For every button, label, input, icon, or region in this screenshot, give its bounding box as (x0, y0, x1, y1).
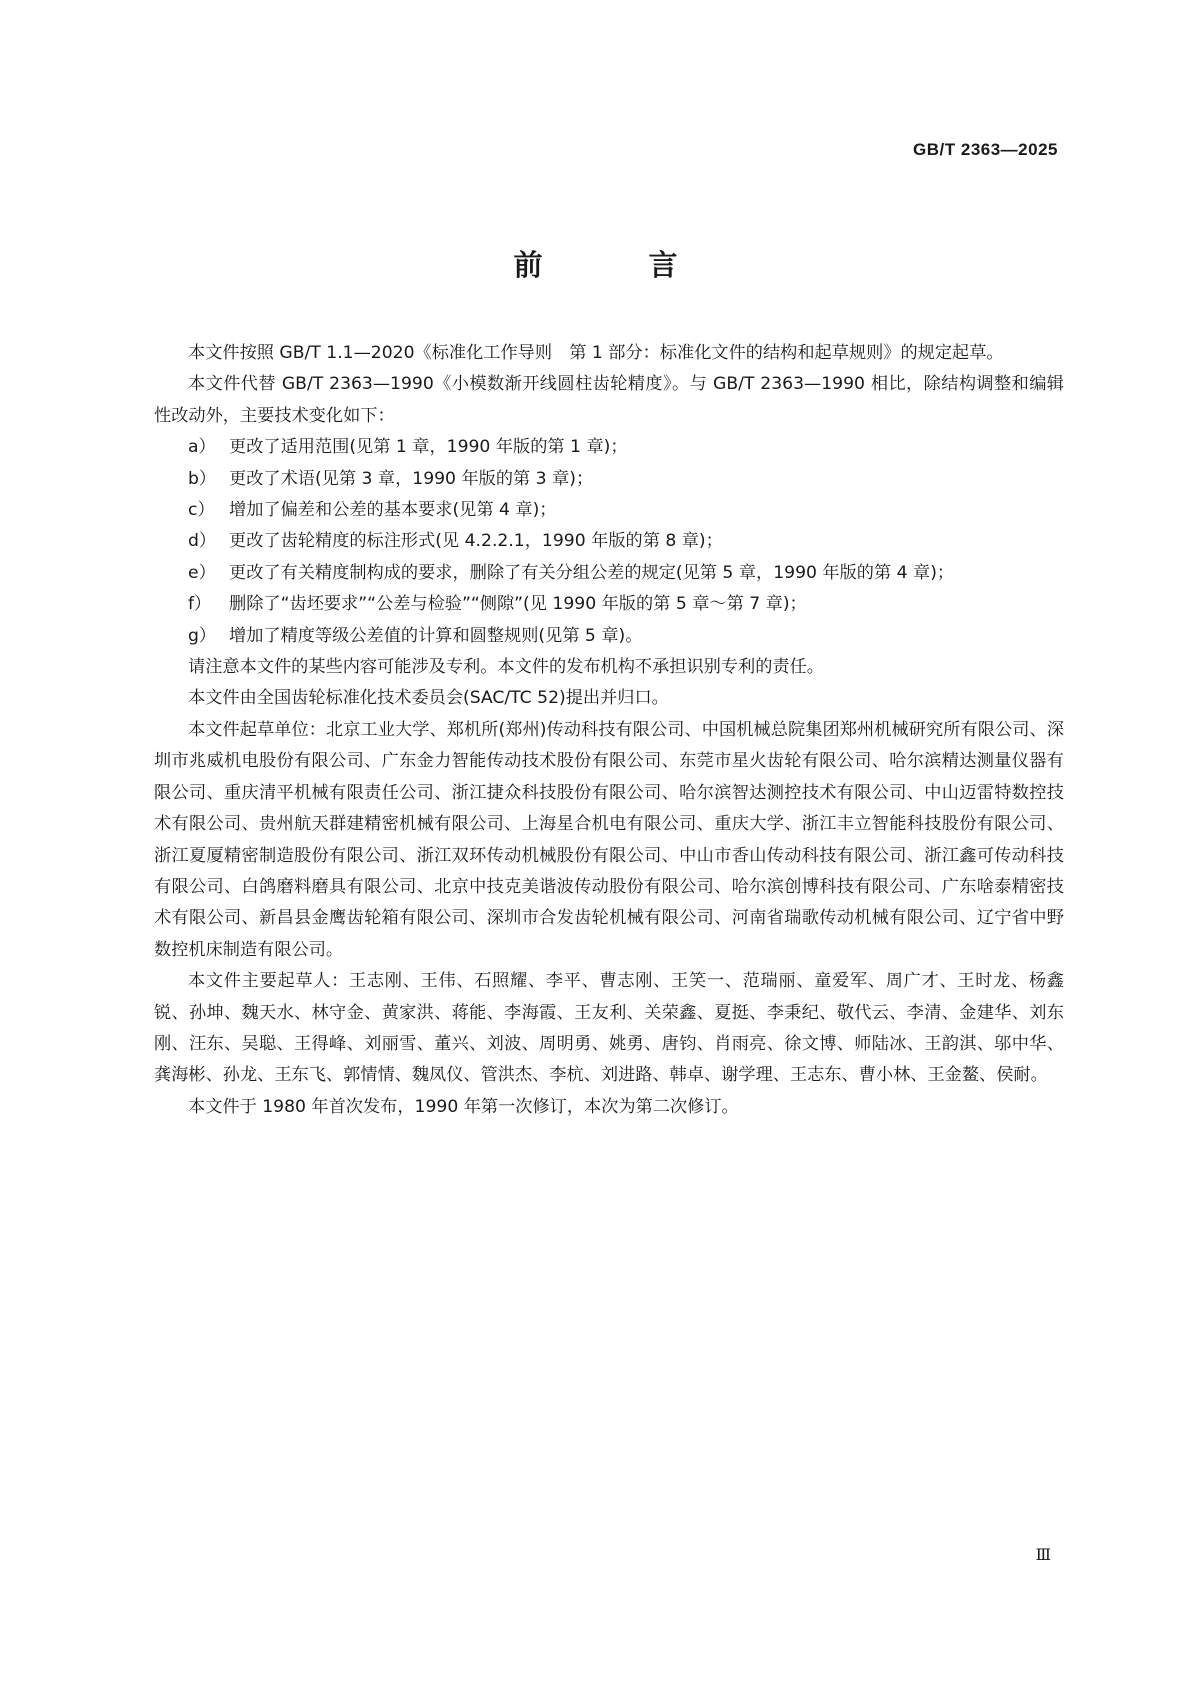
paragraph-drafting-rules: 本文件按照 GB/T 1.1—2020《标准化工作导则 第 1 部分：标准化文件的结构和起草规则》的规定起草。 (188, 343, 1004, 363)
list-item-label: c） (188, 500, 215, 521)
standard-code: GB/T 2363—2025 (913, 140, 1058, 159)
list-item-label: e） (188, 562, 216, 583)
list-item (154, 526, 1064, 557)
list-item-text: 更改了适用范围(见第 1 章，1990 年版的第 1 章)； (229, 437, 628, 458)
page-title: 前 言 (513, 248, 726, 282)
document-body (154, 338, 1064, 1123)
list-item-label: b） (188, 468, 217, 489)
list-item-text: 更改了齿轮精度的标注形式(见 4.2.2.1，1990 年版的第 8 章)； (229, 531, 723, 552)
paragraph-drafters: 本文件主要起草人：王志刚、王伟、石照耀、李平、曹志刚、王笑一、范瑞丽、童爱军、周广才、王时龙、杨鑫锐、孙坤、魏天水、林守金、黄家洪、蒋能、李海霞、王友利、关荣鑫、夏挺、李秉纪、敬代云、李清、金建华、刘东刚、汪东、吴聪、王得峰、刘丽雪、董兴、刘波、周明勇、姚勇、唐钧、肖雨亮、徐文博、师陆冰、王韵淇、邬中华、龚海彬、孙龙、王东飞、郭情情、魏凤仪、管洪杰、李杭、刘进路、韩卓、谢学理、王志东、曹小林、王金鳌、侯耐。 (154, 971, 1064, 1086)
list-item (154, 558, 1064, 589)
list-item-label: d） (188, 531, 217, 552)
paragraph-replaces: 本文件代替 GB/T 2363—1990《小模数渐开线圆柱齿轮精度》。与 GB/T 2363—1990 相比，除结构调整和编辑性改动外，主要技术变化如下： (154, 374, 1064, 426)
paragraph-drafting-units: 本文件起草单位：北京工业大学、郑机所(郑州)传动科技有限公司、中国机械总院集团郑州机械研究所有限公司、深圳市兆威机电股份有限公司、广东金力智能传动技术股份有限公司、东莞市星火齿轮有限公司、哈尔滨精达测量仪器有限公司、重庆清平机械有限责任公司、浙江捷众科技股份有限公司、哈尔滨智达测控技术有限公司、中山迈雷特数控技术有限公司、贵州航天群建精密机械有限公司、上海星合机电有限公司、重庆大学、浙江丰立智能科技股份有限公司、浙江夏厦精密制造股份有限公司、浙江双环传动机械股份有限公司、中山市香山传动科技有限公司、浙江鑫可传动科技有限公司、白鸽磨料磨具有限公司、北京中技克美谐波传动股份有限公司、哈尔滨创博科技有限公司、广东啥泰精密技术有限公司、新昌县金鹰齿轮箱有限公司、深圳市合发齿轮机械有限公司、河南省瑞歌传动机械有限公司、辽宁省中野数控机床制造有限公司。 (154, 719, 1064, 960)
paragraph-patent-notice: 请注意本文件的某些内容可能涉及专利。本文件的发布机构不承担识别专利的责任。 (188, 657, 824, 678)
list-item-text: 更改了术语(见第 3 章，1990 年版的第 3 章)； (229, 468, 594, 489)
list-item-label: a） (188, 437, 216, 458)
list-item-text: 更改了有关精度制构成的要求，删除了有关分组公差的规定(见第 5 章，1990 年版的第 4 章)； (229, 562, 955, 583)
list-item (154, 589, 1064, 620)
list-item (154, 464, 1064, 495)
paragraph-history: 本文件于 1980 年首次发布，1990 年第一次修订，本次为第二次修订。 (188, 1096, 739, 1117)
list-item (154, 432, 1064, 463)
list-item-label: g） (188, 625, 217, 646)
page-number: Ⅲ (1035, 1545, 1051, 1564)
paragraph-proposer: 本文件由全国齿轮标准化技术委员会(SAC/TC 52)提出并归口。 (188, 688, 669, 709)
list-item (154, 621, 1064, 652)
list-item (154, 495, 1064, 526)
list-item-text: 删除了“齿坯要求”“公差与检验”“侧隙”(见 1990 年版的第 5 章～第 7 章)； (229, 594, 807, 615)
list-item-text: 增加了精度等级公差值的计算和圆整规则(见第 5 章)。 (229, 625, 643, 646)
changes-list (154, 432, 1064, 652)
list-item-label: f） (188, 594, 212, 615)
list-item-text: 增加了偏差和公差的基本要求(见第 4 章)； (229, 500, 557, 521)
